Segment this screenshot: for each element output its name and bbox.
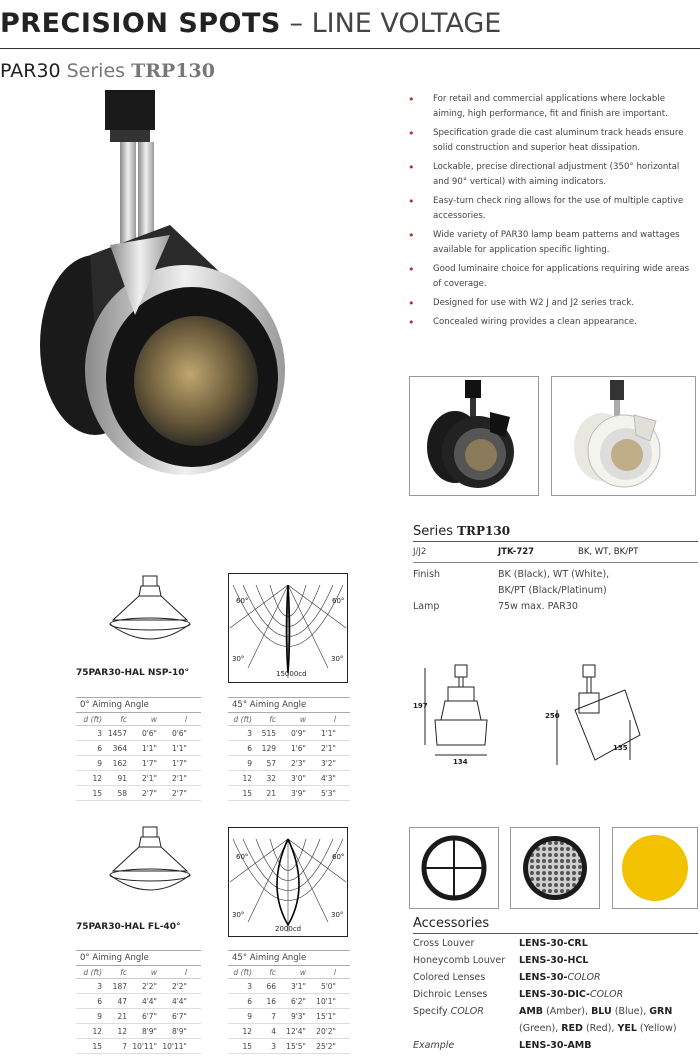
spec-rule xyxy=(413,541,698,542)
table-row: 6 129 1'6" 2'1" xyxy=(228,741,350,756)
svg-text:30°: 30° xyxy=(331,655,344,663)
aiming-table-fl-45: 45° Aiming Angle d (ft) fc w l 3 66 3'1" 5'0" 6 16 6'2" 10'1" 9 7 9'3" 15'1" 12 4 12'4" 20'2" 15 3 15'5" 25'2" xyxy=(228,950,350,1054)
side-height-label: 250 xyxy=(545,712,560,720)
accessory-row: Honeycomb Louver LENS-30-HCL xyxy=(413,955,589,966)
table-row: 12 4 12'4" 20'2" xyxy=(228,1024,350,1039)
table-row: 15 21 3'9" 5'3" xyxy=(228,786,350,801)
table-row: 3 187 2'2" 2'2" xyxy=(76,979,201,994)
table-row: 9 7 9'3" 15'1" xyxy=(228,1009,350,1024)
table-row: 6 16 6'2" 10'1" xyxy=(228,994,350,1009)
table-row: 3 515 0'9" 1'1" xyxy=(228,726,350,741)
front-width-label: 134 xyxy=(453,758,468,766)
table-row: 9 57 2'3" 3'2" xyxy=(228,756,350,771)
feature-item: • Designed for use with W2 J and J2 series track. xyxy=(405,296,695,311)
feature-item: • Lockable, precise directional adjustment (350° horizontal and 90° vertical) with aiming indicators. xyxy=(405,160,695,190)
svg-text:15000cd: 15000cd xyxy=(276,670,307,678)
table-row: 12 32 3'0" 4'3" xyxy=(228,771,350,786)
colored-lens-thumbnail xyxy=(612,827,698,909)
svg-text:60°: 60° xyxy=(236,597,249,605)
polar-diagram-nsp xyxy=(228,573,348,683)
page-title: PRECISION SPOTS – LINE VOLTAGE xyxy=(0,8,502,39)
table-row: 15 7 10'11" 10'11" xyxy=(76,1039,201,1054)
table-row: 3 66 3'1" 5'0" xyxy=(228,979,350,994)
feature-item: • Easy-turn check ring allows for the use of multiple captive accessories. xyxy=(405,194,695,224)
aiming-table-nsp-45: 45° Aiming Angle d (ft) fc w l 3 515 0'9" 1'1" 6 129 1'6" 2'1" 9 57 2'3" 3'2" 12 32 3'0" 4'3" 15 21 3'9" 5'3" xyxy=(228,697,350,801)
accessories-rule xyxy=(413,933,698,934)
feature-item: • Concealed wiring provides a clean appearance. xyxy=(405,315,695,330)
side-depth-label: 135 xyxy=(613,744,628,752)
accessory-row: Specify COLOR AMB (Amber), BLU (Blue), GRN (Green), RED (Red), YEL (Yellow) xyxy=(413,1006,677,1034)
aiming-table-nsp-0: 0° Aiming Angle d (ft) fc w l 3 1457 0'6" 0'6" 6 364 1'1" 1'1" 9 162 1'7" 1'7" 12 91 2'1" 2'1" 15 58 2'7" 2'7" xyxy=(76,697,201,801)
spec-title: Series TRP130 xyxy=(413,524,511,539)
table-row: 15 3 15'5" 25'2" xyxy=(228,1039,350,1054)
table-row: 12 91 2'1" 2'1" xyxy=(76,771,201,786)
accessories-title: Accessories xyxy=(413,916,490,931)
cross-louver-thumbnail xyxy=(409,827,499,909)
table-row: 6 47 4'4" 4'4" xyxy=(76,994,201,1009)
svg-text:60°: 60° xyxy=(332,853,345,861)
table-row: 9 162 1'7" 1'7" xyxy=(76,756,201,771)
feature-item: • Good luminaire choice for applications requiring wide areas of coverage. xyxy=(405,262,695,292)
accessories-table xyxy=(413,938,698,1057)
feature-item: • Specification grade die cast aluminum track heads ensure solid construction and superior heat dissipation. xyxy=(405,126,695,156)
front-height-label: 197 xyxy=(413,702,428,710)
feature-list xyxy=(405,92,695,334)
dimension-drawings xyxy=(415,660,695,770)
accessory-row: Dichroic Lenses LENS-30-DIC-COLOR xyxy=(413,989,624,1000)
accessory-row: Cross Louver LENS-30-CRL xyxy=(413,938,588,949)
title-rule xyxy=(0,48,700,49)
lamp-drawing-nsp xyxy=(95,572,205,652)
lamp-drawing-fl xyxy=(95,823,205,903)
table-row: 3 1457 0'6" 0'6" xyxy=(76,726,201,741)
series-header: PAR30 Series TRP130 xyxy=(0,60,215,82)
spec-row-lamp: Lamp 75w max. PAR30 xyxy=(413,601,578,612)
feature-item: • Wide variety of PAR30 lamp beam patterns and wattages available for application specific lighting. xyxy=(405,228,695,258)
main-fixture-image xyxy=(20,85,310,485)
white-finish-thumbnail xyxy=(551,376,696,496)
table-row: 12 12 8'9" 8'9" xyxy=(76,1024,201,1039)
svg-text:60°: 60° xyxy=(332,597,345,605)
spec-row-finish: Finish BK (Black), WT (White), BK/PT (Black/Platinum) xyxy=(413,569,610,596)
svg-text:30°: 30° xyxy=(232,911,245,919)
accessory-row: Example LENS-30-AMB xyxy=(413,1040,592,1051)
spec-row-track: J/J2 JTK-727 BK, WT, BK/PT xyxy=(413,544,698,563)
polar-diagram-fl xyxy=(228,827,348,937)
svg-text:2000cd: 2000cd xyxy=(275,925,302,933)
svg-text:30°: 30° xyxy=(232,655,245,663)
svg-text:60°: 60° xyxy=(236,853,249,861)
black-finish-thumbnail xyxy=(409,376,539,496)
spec-table xyxy=(413,544,698,613)
aiming-table-fl-0: 0° Aiming Angle d (ft) fc w l 3 187 2'2" 2'2" 6 47 4'4" 4'4" 9 21 6'7" 6'7" 12 12 8'9" 8'9" 15 7 10'11" 10'11" xyxy=(76,950,201,1054)
table-row: 9 21 6'7" 6'7" xyxy=(76,1009,201,1024)
svg-text:30°: 30° xyxy=(331,911,344,919)
accessory-row: Colored Lenses LENS-30-COLOR xyxy=(413,972,601,983)
table-row: 6 364 1'1" 1'1" xyxy=(76,741,201,756)
table-row: 15 58 2'7" 2'7" xyxy=(76,786,201,801)
lamp-name-fl: 75PAR30-HAL FL-40° xyxy=(76,922,181,932)
lamp-name-nsp: 75PAR30-HAL NSP-10° xyxy=(76,668,190,678)
feature-item: • For retail and commercial applications where lockable aiming, high performance, fit and finish are important. xyxy=(405,92,695,122)
honeycomb-louver-thumbnail xyxy=(510,827,600,909)
